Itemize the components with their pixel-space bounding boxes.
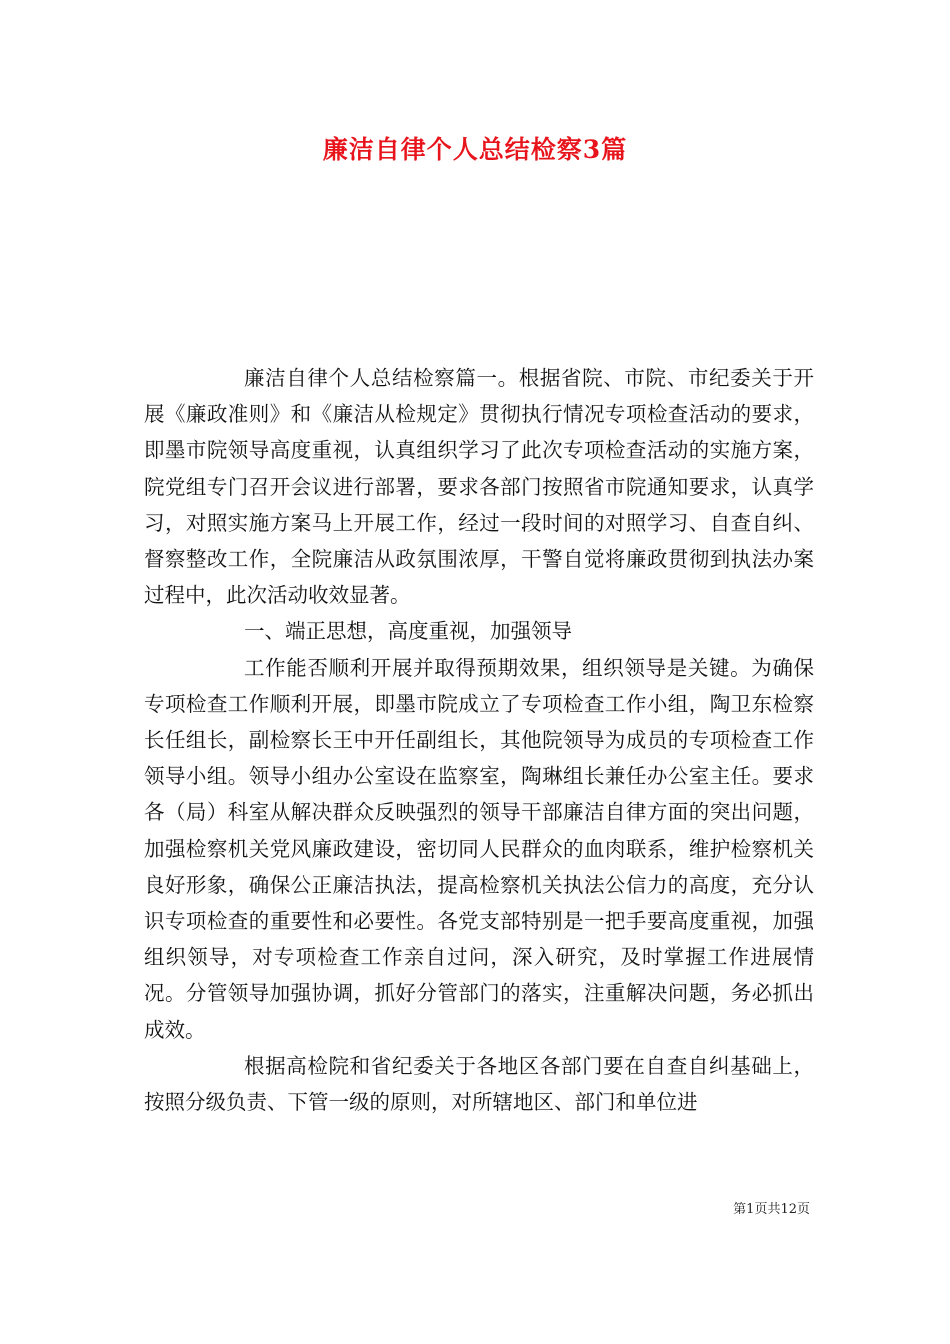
document-body <box>144 360 814 1120</box>
paragraph-inspection: 根据高检院和省纪委关于各地区各部门要在自查自纠基础上，按照分级负责、下管一级的原则，对所辖地区、部门和单位进 <box>144 1053 814 1115</box>
page-number-footer: 第1页共12页 <box>733 1202 810 1217</box>
document-title: 廉洁自律个人总结检察3篇 <box>322 135 628 164</box>
section-heading-1: 一、端正思想，高度重视，加强领导 <box>244 619 572 644</box>
paragraph-intro: 廉洁自律个人总结检察篇一。根据省院、市院、市纪委关于开展《廉政准则》和《廉洁从检规定》贯彻执行情况专项检查活动的要求，即墨市院领导高度重视，认真组织学习了此次专项检查活动的实施方案，院党组专门召开会议进行部署，要求各部门按照省市院通知要求，认真学习，对照实施方案马上开展工作，经过一段时间的对照学习、自查自纠、督察整改工作，全院廉洁从政氛围浓厚，干警自觉将廉政贯彻到执法办案过程中，此次活动收效显著。 <box>144 366 814 608</box>
paragraph-leadership: 工作能否顺利开展并取得预期效果，组织领导是关键。为确保专项检查工作顺利开展，即墨市院成立了专项检查工作小组，陶卫东检察长任组长，副检察长王中开任副组长，其他院领导为成员的专项检查工作领导小组。领导小组办公室设在监察室，陶琳组长兼任办公室主任。要求各（局）科室从解决群众反映强烈的领导干部廉洁自律方面的突出问题，加强检察机关党风廉政建设，密切同人民群众的血肉联系，维护检察机关良好形象，确保公正廉洁执法，提高检察机关执法公信力的高度，充分认识专项检查的重要性和必要性。各党支部特别是一把手要高度重视，加强组织领导，对专项检查工作亲自过问，深入研究，及时掌握工作进展情况。分管领导加强协调，抓好分管部门的落实，注重解决问题，务必抓出成效。 <box>144 655 814 1042</box>
